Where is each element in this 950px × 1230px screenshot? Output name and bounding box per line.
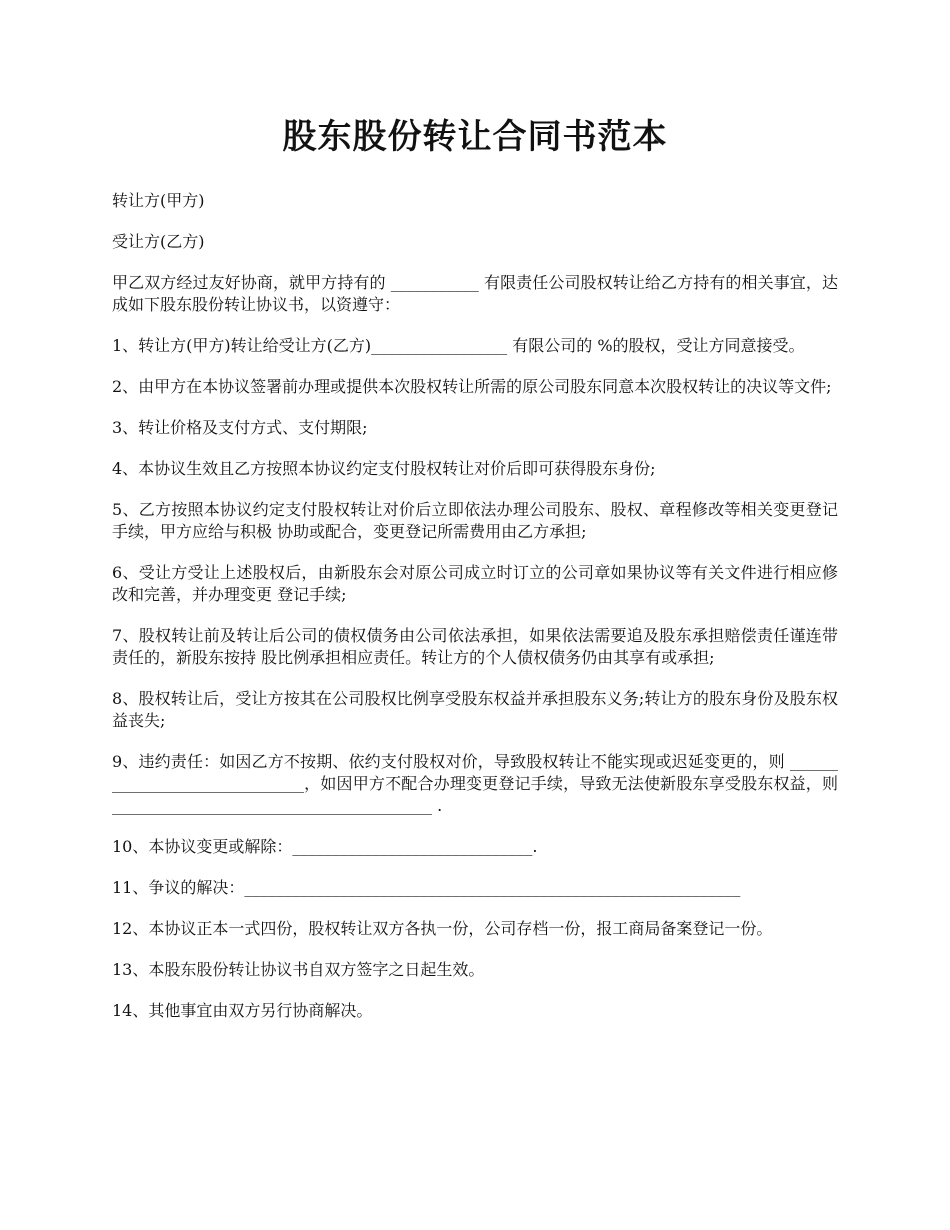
clause-13: 13、本股东股份转让协议书自双方签字之日起生效。 <box>112 960 485 979</box>
clause-7: 7、股权转让前及转让后公司的债权债务由公司依法承担，如果依法需要追及股东承担赔偿责任谨连带责任的，新股东按持 股比例承担相应责任。转让方的个人债权债务仍由其享有或承担; <box>112 626 838 667</box>
clause-10: 10、本协议变更或解除：______________________________. <box>112 837 538 856</box>
clause-6: 6、受让方受让上述股权后，由新股东会对原公司成立时订立的公司章如果协议等有关文件进行相应修改和完善，并办理变更 登记手续; <box>112 563 838 604</box>
clause-9: 9、违约责任：如因乙方不按期、依约支付股权对价，导致股权转让不能实现或迟延变更的，则 ______________________________，如因甲方不配合办理变更登记手续，导致无法使新股东享受股东权益，则 ________________________________________ . <box>112 752 844 815</box>
clause-2: 2、由甲方在本协议签署前办理或提供本次股权转让所需的原公司股东同意本次股权转让的决议等文件; <box>112 377 832 396</box>
clause-12: 12、本协议正本一式四份，股权转让双方各执一份，公司存档一份，报工商局备案登记一份。 <box>112 919 773 938</box>
party-a-line: 转让方(甲方) <box>112 191 205 210</box>
clause-3: 3、转让价格及支付方式、支付期限; <box>112 418 368 437</box>
clause-4: 4、本协议生效且乙方按照本协议约定支付股权转让对价后即可获得股东身份; <box>112 459 656 478</box>
clause-11: 11、争议的解决：______________________________________________________________ <box>112 878 741 897</box>
preamble-paragraph: 甲乙双方经过友好协商，就甲方持有的 ___________ 有限责任公司股权转让给乙方持有的相关事宜，达成如下股东股份转让协议书，以资遵守： <box>112 273 838 314</box>
party-b-line: 受让方(乙方) <box>112 232 205 251</box>
clause-1: 1、转让方(甲方)转让给受让方(乙方)_________________ 有限公司的 %的股权，受让方同意接受。 <box>112 336 805 355</box>
clause-14: 14、其他事宜由双方另行协商解决。 <box>112 1001 373 1020</box>
clause-8: 8、股权转让后，受让方按其在公司股权比例享受股东权益并承担股东义务;转让方的股东身份及股东权益丧失; <box>112 689 838 730</box>
clause-5: 5、乙方按照本协议约定支付股权转让对价后立即依法办理公司股东、股权、章程修改等相关变更登记手续，甲方应给与积极 协助或配合，变更登记所需费用由乙方承担; <box>112 500 838 541</box>
document-title: 股东股份转让合同书范本 <box>282 117 668 157</box>
